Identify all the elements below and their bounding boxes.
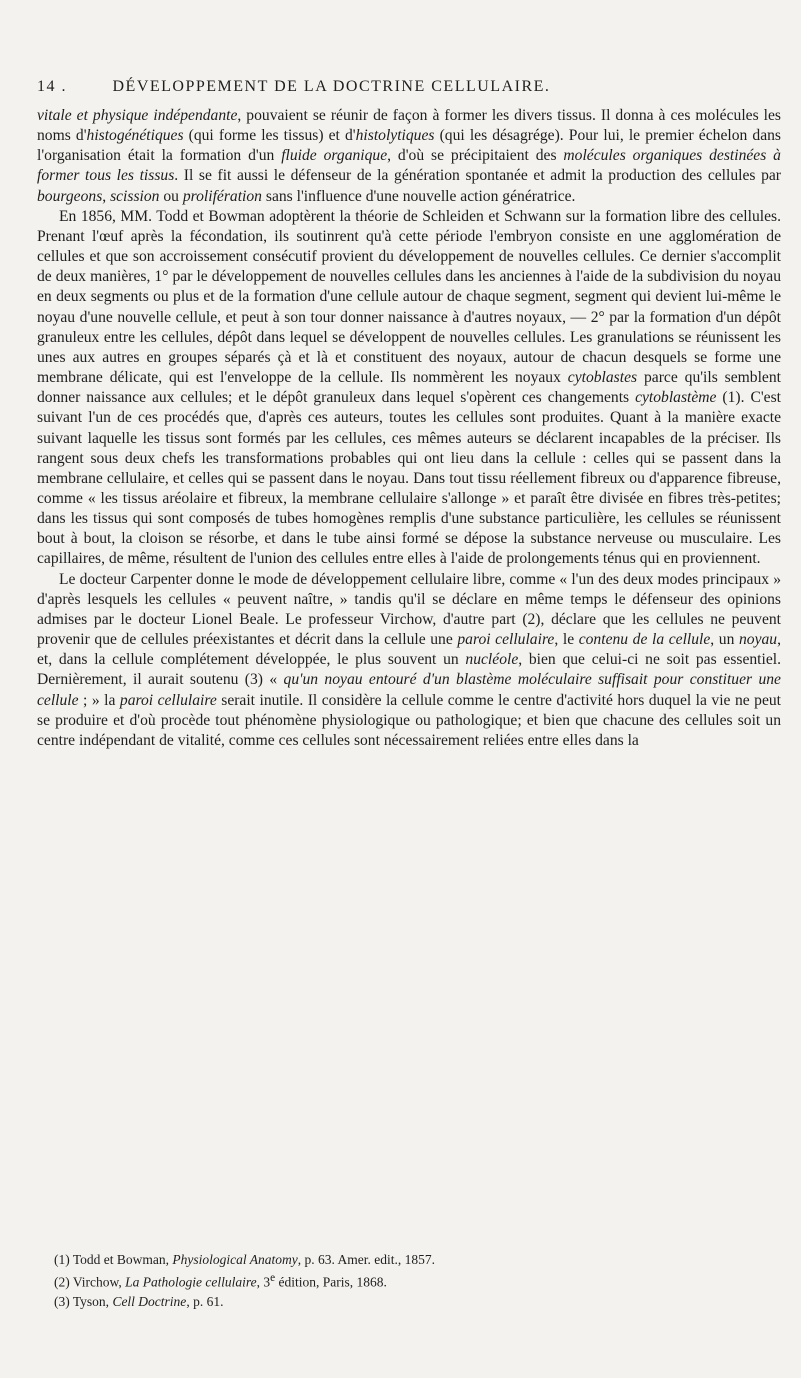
paragraph: vitale et physique indépendante, pouvaient se réunir de façon à former les divers tissus. Il donna à ces molécules les noms d'histogénétiques (qui forme les tissus) et d'histolytiques (qui les désagrége). Pour lui, le premier échelon dans l'organisation était la formation d'un fluide organique, d'où se précipitaient des molécules organiques destinées à former tous les tissus. Il se fit aussi le défenseur de la génération spontanée et admit la production des cellules par bourgeons, scission ou prolifération sans l'influence d'une nouvelle action génératrice. xyxy=(37,107,781,205)
page-number: 14 . xyxy=(37,78,67,95)
running-title: DÉVELOPPEMENT DE LA DOCTRINE CELLULAIRE. xyxy=(112,78,551,95)
paragraph: En 1856, MM. Todd et Bowman adoptèrent la théorie de Schleiden et Schwann sur la formation libre des cellules. Prenant l'œuf après la fécondation, ils soutinrent qu'à cette période l'embryon consiste en une agglomération de cellules et que son accroissement consécutif provient du développement de nouvelles cellules. Ce dernier s'accomplit de deux manières, 1° par le développement de nouvelles cellules dans les anciennes à l'aide de la subdivision du noyau en deux segments ou plus et de la formation d'une cellule autour de chaque segment, segment qui devient lui-même le noyau d'une nouvelle cellule, et peut à son tour donner naissance à d'autres noyaux, — 2° par la formation d'un dépôt granuleux entre les cellules, dépôt dans lequel se développent de nouvelles cellules. Les granulations se réunissent les unes aux autres en groupes séparés çà et là et constituent des noyaux, autour de chacun desquels se forme une membrane délicate, qui est l'enveloppe de la cellule. Ils nommèrent les noyaux cytoblastes parce qu'ils semblent donner naissance aux cellules; et le dépôt granuleux dans lequel s'opèrent ces changements cytoblastème (1). C'est suivant l'un de ces procédés que, d'après ces auteurs, toutes les cellules sont produites. Quant à la manière exacte suivant laquelle les tissus sont formés par les cellules, ces mêmes auteurs se déclarent incapables de la préciser. Ils rangent sous deux chefs les transformations probables qui ont lieu dans la cellule : celles qui se passent dans la membrane cellulaire, et celles qui se passent dans le noyau. Dans tout tissu réellement fibreux ou d'apparence fibreuse, comme « les tissus aréolaire et fibreux, la membrane cellulaire s'allonge » et paraît être divisée en fibres très-petites; dans les tissus qui sont composés de tubes homogènes remplis d'une substance particulière, les cellules se réunissent bout à bout, la cloison se résorbe, et dans le tube ainsi formé se dépose la substance nerveuse ou musculaire. Les capillaires, de même, résultent de l'union des cellules entre elles à l'aide de prolongements ténus qui en proviennent. xyxy=(37,207,781,568)
footnotes xyxy=(54,1250,774,1311)
footnote: (1) Todd et Bowman, Physiological Anatomy, p. 63. Amer. edit., 1857. xyxy=(54,1252,436,1267)
paragraph: Le docteur Carpenter donne le mode de développement cellulaire libre, comme « l'un des deux modes principaux » d'après lesquels les cellules « peuvent naître, » tandis qu'il se déclare en même temps le défenseur des opinions admises par le docteur Lionel Beale. Le professeur Virchow, d'autre part (2), déclare que les cellules ne peuvent provenir que de cellules préexistantes et décrit dans la cellule une paroi cellulaire, le contenu de la cellule, un noyau, et, dans la cellule complétement développée, le plus souvent un nucléole, bien que celui-ci ne soit pas essentiel. Dernièrement, il aurait soutenu (3) « qu'un noyau entouré d'un blastème moléculaire suffisait pour constituer une cellule ; » la paroi cellulaire serait inutile. Il considère la cellule comme le centre d'activité hors duquel la vie ne peut se produire et d'où procède tout phénomène physiologique ou pathologique; et bien que chacune des cellules soit un centre indépendant de vitalité, comme ces cellules sont nécessairement reliées entre elles dans la xyxy=(37,570,782,749)
body-text xyxy=(37,106,781,751)
running-header xyxy=(37,78,777,96)
footnote: (2) Virchow, La Pathologie cellulaire, 3e édition, Paris, 1868. xyxy=(54,1272,387,1290)
footnote: (3) Tyson, Cell Doctrine, p. 61. xyxy=(54,1293,224,1309)
